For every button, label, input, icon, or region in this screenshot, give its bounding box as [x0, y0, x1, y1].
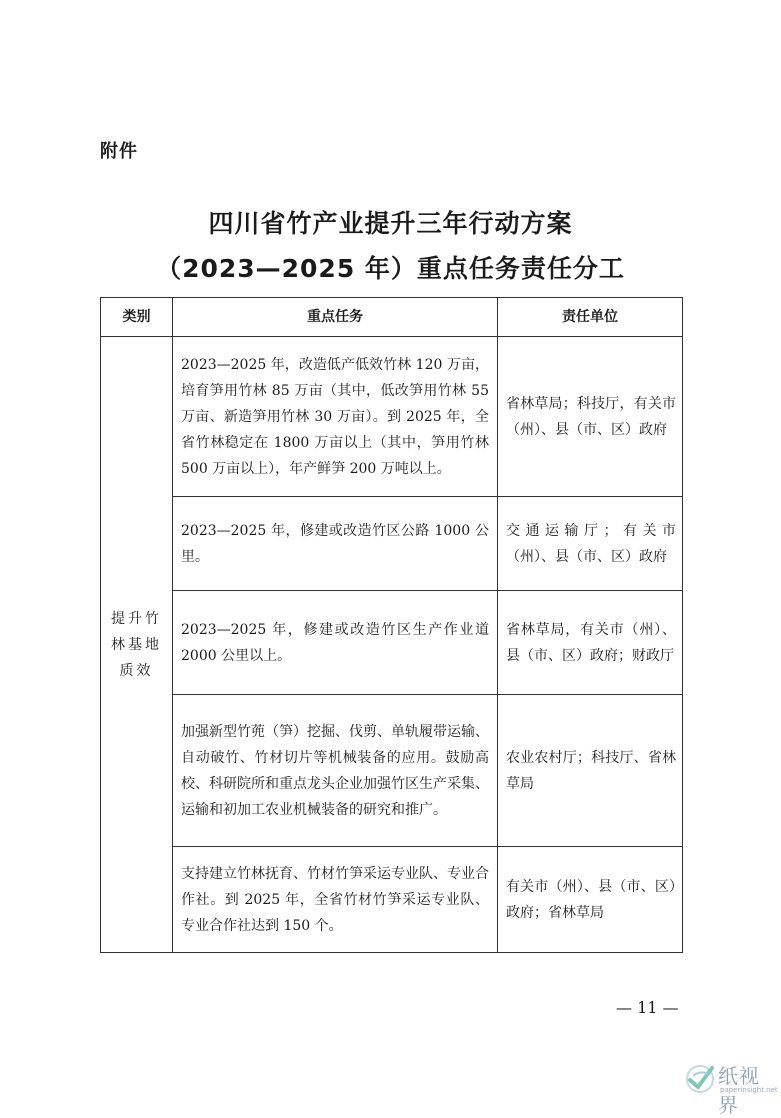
task-assignment-table [100, 297, 683, 953]
unit-cell: 有关市（州）、县（市、区）政府；省林草局 [498, 847, 683, 953]
task-cell: 2023—2025 年，修建或改造竹区生产作业道 2000 公里以上。 [173, 591, 498, 695]
attachment-label: 附件 [100, 141, 138, 162]
table-header-row [101, 298, 683, 337]
unit-cell: 交通运输厅；有关市（州）、县（市、区）政府 [498, 497, 683, 591]
page-number: — 11 — [616, 998, 679, 1017]
task-cell: 2023—2025 年，改造低产低效竹林 120 万亩，培育笋用竹林 85 万亩（其中，低改笋用竹林 55 万亩、新造笋用竹林 30 万亩）。到 2025 年，全省竹林稳定在 1800 万亩以上（其中，笋用竹林 500 万亩以上），年产鲜笋 200 万吨以上。 [173, 337, 498, 497]
column-header-category: 类别 [101, 298, 173, 337]
table-row [101, 591, 683, 695]
category-cell: 提升竹林基地质效 [101, 337, 173, 953]
unit-cell: 省林草局，有关市（州）、县（市、区）政府；财政厅 [498, 591, 683, 695]
watermark-name: 纸视界 [718, 1064, 760, 1117]
task-cell: 2023—2025 年，修建或改造竹区公路 1000 公里。 [173, 497, 498, 591]
table-row [101, 337, 683, 497]
unit-cell: 省林草局；科技厅，有关市（州）、县（市、区）政府 [498, 337, 683, 497]
table-row [101, 847, 683, 953]
watermark-url: paperinsight.net [720, 1086, 778, 1094]
document-title-line1: 四川省竹产业提升三年行动方案 [208, 209, 573, 238]
document-title-line2: （2023—2025 年）重点任务责任分工 [156, 254, 625, 283]
column-header-unit: 责任单位 [498, 298, 683, 337]
task-cell: 支持建立竹林抚育、竹材竹笋采运专业队、专业合作社。到 2025 年，全省竹材竹笋采运专业队、专业合作社达到 150 个。 [173, 847, 498, 953]
column-header-task: 重点任务 [173, 298, 498, 337]
watermark [684, 1060, 778, 1117]
unit-cell: 农业农村厅；科技厅、省林草局 [498, 695, 683, 847]
table-row [101, 497, 683, 591]
paperinsight-logo-icon [684, 1062, 716, 1094]
task-cell: 加强新型竹蔸（笋）挖掘、伐剪、单轨履带运输、自动破竹、竹材切片等机械装备的应用。鼓励高校、科研院所和重点龙头企业加强竹区生产采集、运输和初加工农业机械装备的研究和推广。 [173, 695, 498, 847]
table-row [101, 695, 683, 847]
